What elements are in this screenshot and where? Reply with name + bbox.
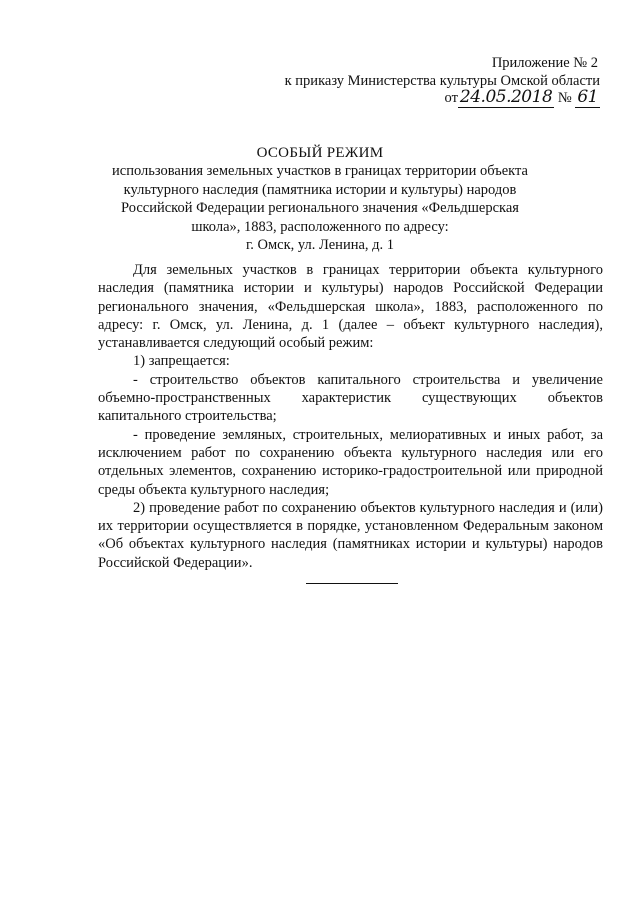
item-1a: - строительство объектов капитального строительства и увеличение объемно-пространственных характеристик существующих объектов капитального строительства; — [98, 371, 603, 425]
order-date-number — [445, 88, 600, 107]
intro-paragraph: Для земельных участков в границах территории объекта культурного наследия (памятника истории и культуры) народов Российской Федерации регионального значения, «Фельдшерская школа», 1883, расположенного по адресу: г. Омск, ул. Ленина, д. 1 (далее – объект культурного наследия), устанавливается следующий особый режим: — [98, 262, 603, 352]
handwritten-date: 24.05.2018 — [459, 87, 553, 107]
title-line: Российской Федерации регионального значения «Фельдшерская — [121, 200, 519, 216]
number-prefix: № — [557, 90, 572, 106]
document-body — [98, 261, 603, 572]
date-prefix: от — [444, 90, 458, 106]
document-title — [0, 144, 640, 255]
title-main: ОСОБЫЙ РЕЖИМ — [256, 145, 384, 161]
appendix-label: Приложение № 2 — [491, 55, 598, 71]
title-line: г. Омск, ул. Ленина, д. 1 — [245, 237, 395, 253]
item-1: 1) запрещается: — [133, 353, 230, 370]
title-line: использования земельных участков в границах территории объекта — [112, 163, 528, 179]
title-line: культурного наследия (памятника истории и культуры) народов — [123, 181, 517, 198]
end-divider — [306, 583, 398, 584]
order-reference: к приказу Министерства культуры Омской области — [284, 73, 600, 89]
item-1b: - проведение земляных, строительных, мелиоративных и иных работ, за исключением работ по сохранению объекта культурного наследия или его отдельных элементов, сохранению историко-градостроительной или природной среды объекта культурного наследия; — [98, 426, 603, 498]
title-line: школа», 1883, расположенного по адресу: — [191, 218, 449, 235]
handwritten-number: 61 — [577, 87, 598, 107]
item-2: 2) проведение работ по сохранению объектов культурного наследия и (или) их территории осуществляется в порядке, установленном Федеральным законом «Об объектах культурного наследия (памятниках истории и культуры) народов Российской Федерации». — [98, 499, 603, 571]
